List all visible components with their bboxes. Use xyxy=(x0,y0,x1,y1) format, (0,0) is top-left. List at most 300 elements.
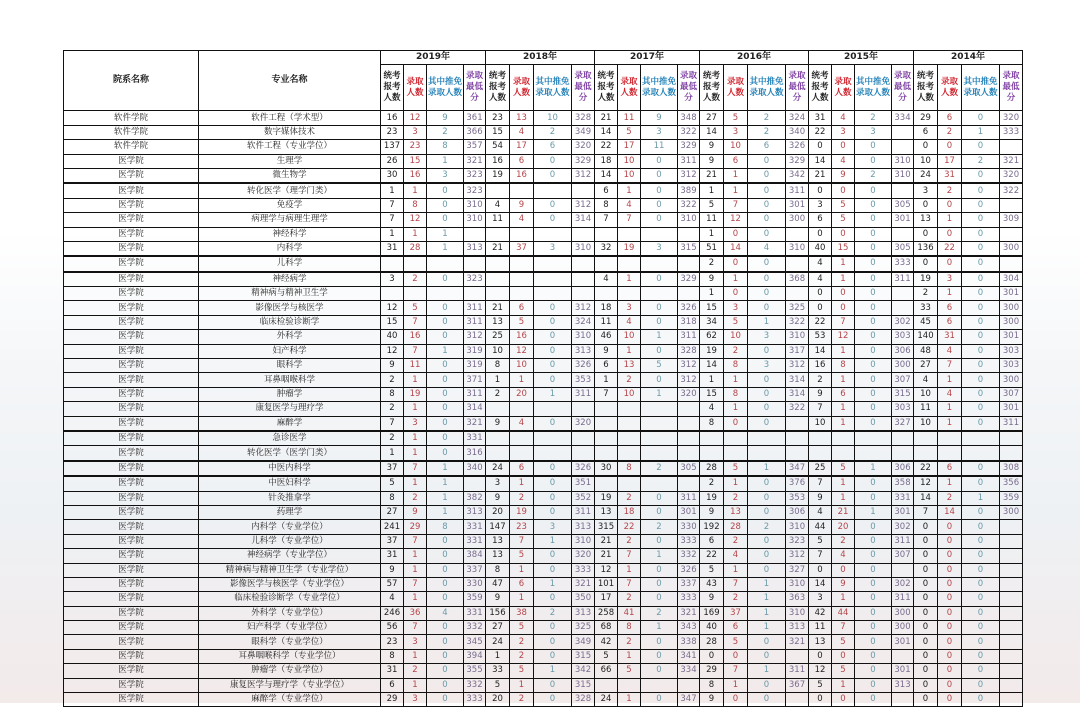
exempt-admitted-cell: 0 xyxy=(641,505,678,519)
exam-applicants-cell: 11 xyxy=(809,621,832,635)
min-score-cell: 318 xyxy=(678,315,700,329)
exam-applicants-cell: 5 xyxy=(381,476,404,491)
min-score-cell: 389 xyxy=(678,183,700,198)
exam-applicants-cell: 8 xyxy=(381,491,404,505)
exam-applicants-cell: 26 xyxy=(381,154,404,168)
exempt-admitted-cell: 0 xyxy=(641,272,678,287)
min-score-cell: 310 xyxy=(572,241,595,256)
exam-applicants-cell: 16 xyxy=(381,111,404,125)
min-score-cell: 313 xyxy=(572,520,595,534)
exam-applicants-cell: 27 xyxy=(486,621,510,635)
department-cell: 医学院 xyxy=(64,213,199,227)
min-score-cell xyxy=(464,227,486,241)
exam-applicants-cell: 22 xyxy=(809,315,832,329)
exempt-admitted-cell: 0 xyxy=(855,678,892,692)
exempt-admitted-cell: 0 xyxy=(855,140,892,154)
table-row xyxy=(64,168,1023,183)
min-score-cell: 332 xyxy=(678,549,700,563)
admitted-cell: 7 xyxy=(832,315,855,329)
exam-applicants-cell xyxy=(486,446,510,461)
admitted-cell: 1 xyxy=(404,649,427,663)
exempt-admitted-cell: 2 xyxy=(534,606,572,620)
min-score-cell: 311 xyxy=(464,301,486,315)
min-score-cell: 331 xyxy=(464,534,486,548)
admitted-cell: 7 xyxy=(404,461,427,476)
exam-applicants-cell: 0 xyxy=(914,140,938,154)
min-score-cell: 303 xyxy=(1000,344,1023,358)
min-score-cell: 326 xyxy=(572,359,595,373)
admitted-cell: 3 xyxy=(404,416,427,431)
admitted-cell: 2 xyxy=(510,635,534,649)
min-score-cell: 311 xyxy=(464,315,486,329)
min-score-cell xyxy=(1000,227,1023,241)
admitted-cell: 18 xyxy=(618,505,641,519)
admitted-cell xyxy=(618,446,641,461)
exempt-admitted-cell: 0 xyxy=(962,373,1000,387)
min-score-cell: 353 xyxy=(572,373,595,387)
min-score-cell: 310 xyxy=(572,534,595,548)
exam-applicants-cell: 7 xyxy=(809,476,832,491)
min-score-cell: 324 xyxy=(786,111,809,125)
admitted-cell: 12 xyxy=(832,330,855,344)
exempt-admitted-cell: 0 xyxy=(641,649,678,663)
min-score-cell: 342 xyxy=(572,664,595,678)
department-cell: 医学院 xyxy=(64,168,199,183)
admitted-cell: 20 xyxy=(832,520,855,534)
exam-applicants-cell: 9 xyxy=(700,592,724,606)
exam-applicants-cell xyxy=(486,256,510,271)
exempt-admitted-cell: 0 xyxy=(748,693,786,707)
min-score-cell xyxy=(786,287,809,301)
exam-applicants-cell xyxy=(595,402,618,416)
min-score-cell: 315 xyxy=(572,649,595,663)
min-score-cell: 349 xyxy=(572,125,595,139)
admitted-cell: 0 xyxy=(938,635,962,649)
admitted-cell: 1 xyxy=(510,678,534,692)
min-score-cell: 311 xyxy=(572,387,595,401)
exempt-admitted-cell: 1 xyxy=(748,606,786,620)
major-cell: 耳鼻咽喉科学 xyxy=(199,373,381,387)
major-cell: 神经病学（专业学位） xyxy=(199,549,381,563)
min-score-cell xyxy=(1000,198,1023,212)
admitted-cell: 7 xyxy=(404,534,427,548)
exempt-admitted-cell: 0 xyxy=(855,227,892,241)
exam-applicants-cell: 68 xyxy=(595,621,618,635)
admitted-cell: 7 xyxy=(724,664,748,678)
exempt-admitted-cell xyxy=(962,431,1000,446)
admitted-cell: 2 xyxy=(832,534,855,548)
major-cell: 妇产科学 xyxy=(199,344,381,358)
department-cell: 医学院 xyxy=(64,315,199,329)
exempt-admitted-cell: 0 xyxy=(962,359,1000,373)
major-cell: 转化医学（医学门类） xyxy=(199,446,381,461)
min-score-cell xyxy=(1000,256,1023,271)
exempt-admitted-cell: 0 xyxy=(962,592,1000,606)
admitted-cell: 2 xyxy=(404,664,427,678)
min-score-cell: 333 xyxy=(892,256,914,271)
admitted-cell: 0 xyxy=(938,592,962,606)
admitted-cell: 7 xyxy=(832,621,855,635)
exempt-admitted-cell: 9 xyxy=(641,111,678,125)
min-score-cell xyxy=(1000,678,1023,692)
admitted-cell: 0 xyxy=(832,649,855,663)
exam-applicants-cell: 11 xyxy=(486,213,510,227)
min-score-cell: 313 xyxy=(786,621,809,635)
min-score-cell xyxy=(678,678,700,692)
min-score-cell: 312 xyxy=(678,168,700,183)
exempt-admitted-cell: 0 xyxy=(427,664,464,678)
exam-applicants-cell: 4 xyxy=(809,256,832,271)
header-exam-applicants: 统考报考人数 xyxy=(700,65,724,111)
department-cell: 医学院 xyxy=(64,693,199,707)
admitted-cell: 11 xyxy=(618,111,641,125)
min-score-cell xyxy=(678,402,700,416)
table-row xyxy=(64,505,1023,519)
exam-applicants-cell: 37 xyxy=(381,461,404,476)
table-row xyxy=(64,606,1023,620)
exam-applicants-cell: 14 xyxy=(809,577,832,591)
admitted-cell: 38 xyxy=(510,606,534,620)
exam-applicants-cell xyxy=(595,287,618,301)
exam-applicants-cell: 19 xyxy=(486,168,510,183)
admitted-cell: 2 xyxy=(618,534,641,548)
department-cell: 医学院 xyxy=(64,563,199,577)
exam-applicants-cell: 25 xyxy=(486,330,510,344)
min-score-cell: 333 xyxy=(678,534,700,548)
exempt-admitted-cell xyxy=(534,446,572,461)
min-score-cell: 326 xyxy=(572,461,595,476)
admitted-cell: 9 xyxy=(404,505,427,519)
header-min-score: 录取最低分 xyxy=(892,65,914,111)
min-score-cell: 355 xyxy=(464,664,486,678)
min-score-cell: 333 xyxy=(572,563,595,577)
admitted-cell: 1 xyxy=(510,476,534,491)
exam-applicants-cell: 18 xyxy=(595,154,618,168)
department-cell: 医学院 xyxy=(64,664,199,678)
exempt-admitted-cell: 11 xyxy=(641,140,678,154)
admitted-cell: 29 xyxy=(404,520,427,534)
min-score-cell: 300 xyxy=(892,606,914,620)
min-score-cell: 332 xyxy=(464,678,486,692)
exam-applicants-cell: 7 xyxy=(809,549,832,563)
exempt-admitted-cell: 1 xyxy=(427,461,464,476)
exam-applicants-cell: 14 xyxy=(595,125,618,139)
exam-applicants-cell: 29 xyxy=(381,693,404,707)
exempt-admitted-cell xyxy=(534,431,572,446)
min-score-cell: 325 xyxy=(786,301,809,315)
exam-applicants-cell: 2 xyxy=(381,402,404,416)
min-score-cell xyxy=(1000,534,1023,548)
exempt-admitted-cell: 9 xyxy=(427,111,464,125)
exempt-admitted-cell: 0 xyxy=(748,387,786,401)
admitted-cell: 1 xyxy=(832,416,855,431)
exam-applicants-cell: 6 xyxy=(595,183,618,198)
min-score-cell: 311 xyxy=(678,154,700,168)
exam-applicants-cell xyxy=(486,287,510,301)
min-score-cell xyxy=(1000,446,1023,461)
exam-applicants-cell: 0 xyxy=(809,301,832,315)
min-score-cell: 327 xyxy=(786,563,809,577)
exam-applicants-cell: 0 xyxy=(809,227,832,241)
min-score-cell: 368 xyxy=(786,272,809,287)
exam-applicants-cell: 1 xyxy=(381,227,404,241)
exam-applicants-cell: 0 xyxy=(914,664,938,678)
min-score-cell: 356 xyxy=(1000,476,1023,491)
exempt-admitted-cell: 0 xyxy=(748,154,786,168)
admitted-cell: 12 xyxy=(404,111,427,125)
exam-applicants-cell: 0 xyxy=(809,287,832,301)
min-score-cell: 325 xyxy=(572,621,595,635)
admitted-cell: 22 xyxy=(938,241,962,256)
min-score-cell: 320 xyxy=(1000,111,1023,125)
exam-applicants-cell: 3 xyxy=(809,198,832,212)
exempt-admitted-cell: 0 xyxy=(962,168,1000,183)
min-score-cell: 300 xyxy=(1000,301,1023,315)
exam-applicants-cell: 5 xyxy=(700,198,724,212)
exempt-admitted-cell: 0 xyxy=(962,402,1000,416)
exempt-admitted-cell: 1 xyxy=(641,621,678,635)
admitted-cell: 0 xyxy=(938,577,962,591)
admitted-cell: 1 xyxy=(938,476,962,491)
min-score-cell: 326 xyxy=(786,140,809,154)
exam-applicants-cell: 0 xyxy=(914,635,938,649)
department-cell: 医学院 xyxy=(64,505,199,519)
exempt-admitted-cell: 0 xyxy=(641,213,678,227)
exam-applicants-cell: 27 xyxy=(914,359,938,373)
min-score-cell: 331 xyxy=(464,520,486,534)
exam-applicants-cell: 4 xyxy=(809,272,832,287)
exempt-admitted-cell: 2 xyxy=(534,125,572,139)
exam-applicants-cell: 8 xyxy=(381,649,404,663)
table-row xyxy=(64,431,1023,446)
min-score-cell: 312 xyxy=(786,549,809,563)
min-score-cell: 315 xyxy=(892,387,914,401)
exam-applicants-cell: 0 xyxy=(914,592,938,606)
admitted-cell: 1 xyxy=(510,563,534,577)
admitted-cell: 2 xyxy=(724,344,748,358)
min-score-cell: 320 xyxy=(572,416,595,431)
min-score-cell: 311 xyxy=(678,330,700,344)
admitted-cell: 10 xyxy=(618,168,641,183)
admitted-cell: 6 xyxy=(724,621,748,635)
admitted-cell: 13 xyxy=(510,111,534,125)
exam-applicants-cell: 56 xyxy=(381,621,404,635)
exam-applicants-cell: 2 xyxy=(486,387,510,401)
admitted-cell: 1 xyxy=(724,563,748,577)
exam-applicants-cell: 0 xyxy=(914,198,938,212)
exempt-admitted-cell: 6 xyxy=(534,140,572,154)
admitted-cell xyxy=(618,402,641,416)
header-major: 专业名称 xyxy=(199,51,381,111)
exempt-admitted-cell: 0 xyxy=(427,359,464,373)
header-year-2018: 2018年 xyxy=(486,51,595,65)
exam-applicants-cell xyxy=(700,446,724,461)
exam-applicants-cell: 0 xyxy=(914,693,938,707)
exempt-admitted-cell: 0 xyxy=(641,315,678,329)
admitted-cell: 2 xyxy=(510,491,534,505)
table-row xyxy=(64,154,1023,168)
exempt-admitted-cell: 0 xyxy=(641,534,678,548)
admitted-cell: 2 xyxy=(724,592,748,606)
min-score-cell: 337 xyxy=(678,577,700,591)
admitted-cell: 0 xyxy=(938,621,962,635)
exempt-admitted-cell: 0 xyxy=(641,373,678,387)
department-cell: 医学院 xyxy=(64,476,199,491)
exam-applicants-cell: 5 xyxy=(809,678,832,692)
exempt-admitted-cell: 0 xyxy=(962,256,1000,271)
min-score-cell: 329 xyxy=(572,154,595,168)
admitted-cell: 1 xyxy=(618,344,641,358)
exempt-admitted-cell: 0 xyxy=(962,534,1000,548)
major-cell: 药理学 xyxy=(199,505,381,519)
department-cell: 医学院 xyxy=(64,198,199,212)
admitted-cell: 6 xyxy=(510,301,534,315)
min-score-cell: 307 xyxy=(892,373,914,387)
min-score-cell: 300 xyxy=(1000,241,1023,256)
exempt-admitted-cell: 0 xyxy=(427,549,464,563)
min-score-cell xyxy=(786,446,809,461)
min-score-cell xyxy=(1000,664,1023,678)
min-score-cell: 311 xyxy=(786,664,809,678)
admitted-cell: 4 xyxy=(938,387,962,401)
min-score-cell: 323 xyxy=(464,183,486,198)
admitted-cell: 16 xyxy=(404,168,427,183)
department-cell: 医学院 xyxy=(64,272,199,287)
exempt-admitted-cell: 1 xyxy=(427,476,464,491)
min-score-cell: 311 xyxy=(892,534,914,548)
header-admitted: 录取人数 xyxy=(510,65,534,111)
exam-applicants-cell: 14 xyxy=(914,491,938,505)
admitted-cell: 2 xyxy=(618,491,641,505)
admitted-cell: 1 xyxy=(938,416,962,431)
exam-applicants-cell xyxy=(809,446,832,461)
exempt-admitted-cell xyxy=(641,678,678,692)
exempt-admitted-cell: 1 xyxy=(427,241,464,256)
exam-applicants-cell: 29 xyxy=(914,111,938,125)
major-cell: 康复医学与理疗学 xyxy=(199,402,381,416)
admitted-cell: 44 xyxy=(832,606,855,620)
exam-applicants-cell: 4 xyxy=(700,402,724,416)
admitted-cell: 0 xyxy=(724,693,748,707)
min-score-cell: 321 xyxy=(464,154,486,168)
exempt-admitted-cell: 0 xyxy=(748,505,786,519)
exempt-admitted-cell: 2 xyxy=(855,111,892,125)
exempt-admitted-cell: 0 xyxy=(962,272,1000,287)
header-year-2016: 2016年 xyxy=(700,51,809,65)
department-cell: 医学院 xyxy=(64,330,199,344)
exam-applicants-cell: 0 xyxy=(914,606,938,620)
exam-applicants-cell: 40 xyxy=(381,330,404,344)
exam-applicants-cell: 246 xyxy=(381,606,404,620)
admitted-cell: 17 xyxy=(618,140,641,154)
exempt-admitted-cell: 3 xyxy=(855,125,892,139)
table-row xyxy=(64,491,1023,505)
min-score-cell xyxy=(892,227,914,241)
admitted-cell xyxy=(618,227,641,241)
exam-applicants-cell: 25 xyxy=(809,461,832,476)
admitted-cell: 3 xyxy=(724,125,748,139)
exempt-admitted-cell: 0 xyxy=(855,198,892,212)
admitted-cell: 1 xyxy=(404,476,427,491)
admitted-cell: 0 xyxy=(832,140,855,154)
admitted-cell xyxy=(510,446,534,461)
major-cell: 儿科学（专业学位） xyxy=(199,534,381,548)
department-cell: 医学院 xyxy=(64,227,199,241)
min-score-cell: 323 xyxy=(786,534,809,548)
exam-applicants-cell: 17 xyxy=(595,592,618,606)
exempt-admitted-cell xyxy=(534,256,572,271)
major-cell: 麻醉学（专业学位） xyxy=(199,693,381,707)
min-score-cell xyxy=(1000,693,1023,707)
exam-applicants-cell: 9 xyxy=(486,592,510,606)
exempt-admitted-cell: 0 xyxy=(962,678,1000,692)
admitted-cell xyxy=(510,272,534,287)
exempt-admitted-cell: 0 xyxy=(855,241,892,256)
min-score-cell: 302 xyxy=(892,577,914,591)
header-year-2015: 2015年 xyxy=(809,51,914,65)
exam-applicants-cell: 47 xyxy=(486,577,510,591)
admitted-cell xyxy=(618,256,641,271)
department-cell: 医学院 xyxy=(64,635,199,649)
exempt-admitted-cell: 1 xyxy=(427,154,464,168)
admitted-cell: 16 xyxy=(404,330,427,344)
min-score-cell xyxy=(786,227,809,241)
exam-applicants-cell xyxy=(486,431,510,446)
table-row xyxy=(64,125,1023,139)
exempt-admitted-cell: 0 xyxy=(427,387,464,401)
admitted-cell: 4 xyxy=(510,213,534,227)
min-score-cell xyxy=(572,287,595,301)
admitted-cell: 1 xyxy=(832,272,855,287)
exempt-admitted-cell: 0 xyxy=(748,491,786,505)
admitted-cell: 1 xyxy=(618,649,641,663)
admitted-cell: 17 xyxy=(938,154,962,168)
admitted-cell: 3 xyxy=(404,635,427,649)
exam-applicants-cell: 7 xyxy=(595,213,618,227)
exam-applicants-cell: 9 xyxy=(486,416,510,431)
admitted-cell: 4 xyxy=(832,111,855,125)
exam-applicants-cell: 241 xyxy=(381,520,404,534)
min-score-cell xyxy=(1000,577,1023,591)
department-cell: 医学院 xyxy=(64,549,199,563)
exam-applicants-cell: 2 xyxy=(700,476,724,491)
exempt-admitted-cell: 1 xyxy=(855,461,892,476)
admitted-cell: 3 xyxy=(404,693,427,707)
exam-applicants-cell: 51 xyxy=(700,241,724,256)
min-score-cell xyxy=(572,272,595,287)
header-exempt-admitted: 其中推免录取人数 xyxy=(534,65,572,111)
min-score-cell: 301 xyxy=(1000,330,1023,344)
exam-applicants-cell: 21 xyxy=(700,168,724,183)
admitted-cell: 10 xyxy=(724,330,748,344)
min-score-cell: 371 xyxy=(464,373,486,387)
admitted-cell: 19 xyxy=(510,505,534,519)
exempt-admitted-cell: 4 xyxy=(427,606,464,620)
admitted-cell: 0 xyxy=(938,664,962,678)
exam-applicants-cell: 13 xyxy=(914,213,938,227)
admitted-cell: 11 xyxy=(404,359,427,373)
exam-applicants-cell: 31 xyxy=(381,664,404,678)
min-score-cell: 311 xyxy=(892,272,914,287)
min-score-cell: 328 xyxy=(572,111,595,125)
exam-applicants-cell: 8 xyxy=(595,198,618,212)
exam-applicants-cell: 27 xyxy=(700,111,724,125)
major-cell: 神经病学 xyxy=(199,272,381,287)
exam-applicants-cell: 19 xyxy=(595,491,618,505)
exempt-admitted-cell: 1 xyxy=(641,387,678,401)
exempt-admitted-cell: 0 xyxy=(427,315,464,329)
exam-applicants-cell: 9 xyxy=(700,505,724,519)
